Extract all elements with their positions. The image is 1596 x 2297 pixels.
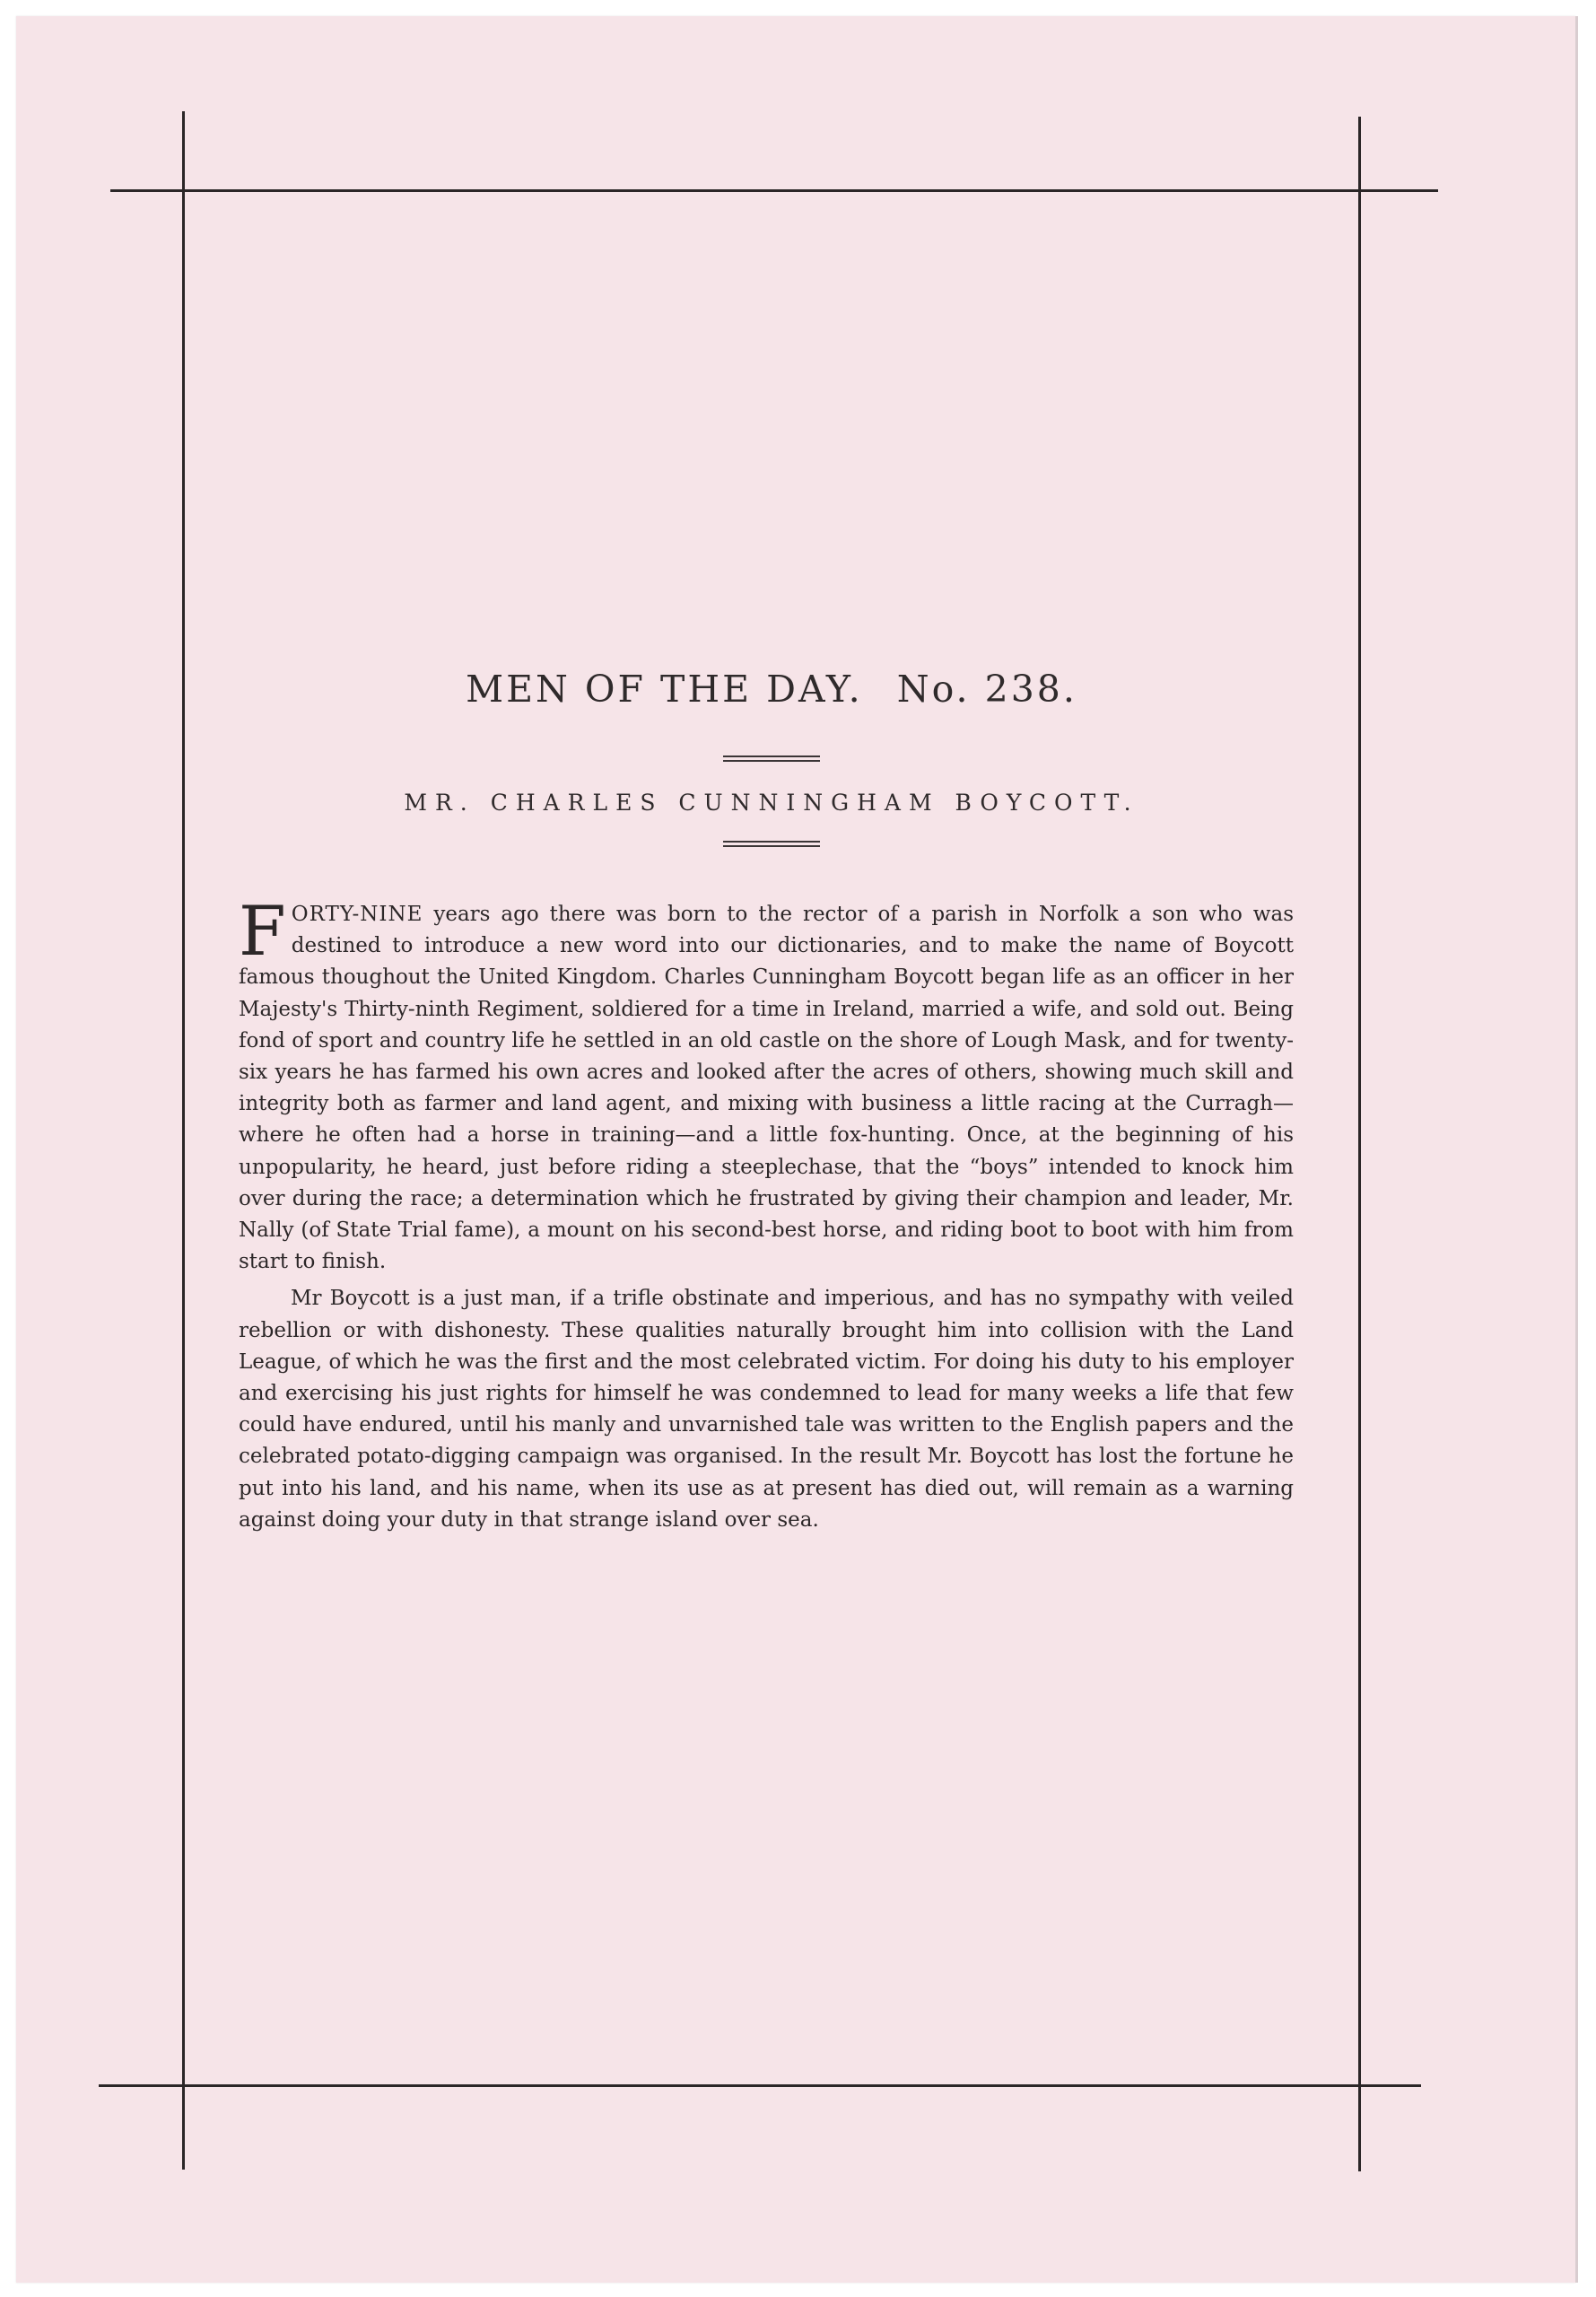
- drop-cap: F: [239, 891, 286, 971]
- series-number: No. 238.: [896, 668, 1077, 711]
- subject-name: MR. CHARLES CUNNINGHAM BOYCOTT.: [404, 790, 1139, 816]
- border-bottom-rule: [99, 2084, 1421, 2087]
- article-body: [239, 891, 1294, 1536]
- title-divider-bottom: [723, 841, 820, 847]
- paragraph-1-text: years ago there was born to the rector of a parish in Norfolk a son who was destined to introduce a new word into our dictionaries, and to make the name of Boycott famous thoughout the United Kingdom. Charles Cunningham Boycott began life as an officer in her Majesty's Thirty-ninth Regiment, soldiered for a time in Ireland, married a wife, and sold out. Being fond of sport and country life he settled in an old castle on the shore of Lough Mask, and for twenty-six years he has farmed his own acres and looked after the acres of others, showing much skill and integrity both as farmer and land agent, and mixing with business a little racing at the Curragh—where he often had a horse in training—and a little fox-hunting. Once, at the beginning of his unpopularity, he heard, just before riding a steeplechase, that the “boys” intended to knock him over during the race; a determination which he frustrated by giving their champion and leader, Mr. Nally (of State Trial fame), a mount on his second-best horse, and riding boot to boot with him from start to finish.: [239, 903, 1294, 1274]
- border-right-rule: [1358, 117, 1361, 2171]
- article-paragraph-1: [239, 891, 1294, 1278]
- opening-caps: ORTY-NINE: [291, 903, 423, 926]
- series-title-text: MEN OF THE DAY.: [466, 668, 863, 711]
- title-divider-top: [723, 755, 820, 762]
- series-title: [179, 662, 1364, 716]
- page-edge: [1575, 16, 1578, 2283]
- article-paragraph-2: Mr Boycott is a just man, if a trifle obstinate and imperious, and has no sympathy with veiled rebellion or with dishonesty. These qualities naturally brought him into collision with the Land League, of which he was the first and the most celebrated victim. For doing his duty to his employer and exercising his just rights for himself he was condemned to lead for many weeks a life that few could have endured, until his manly and unvarnished tale was written to the English papers and the celebrated potato-digging campaign was organised. In the result Mr. Boycott has lost the fortune he put into his land, and his name, when its use as at present has died out, will remain as a warning against doing your duty in that strange island over sea.: [239, 1287, 1294, 1532]
- border-left-rule: [182, 111, 185, 2170]
- title-block: [179, 662, 1364, 847]
- border-top-rule: [110, 189, 1438, 192]
